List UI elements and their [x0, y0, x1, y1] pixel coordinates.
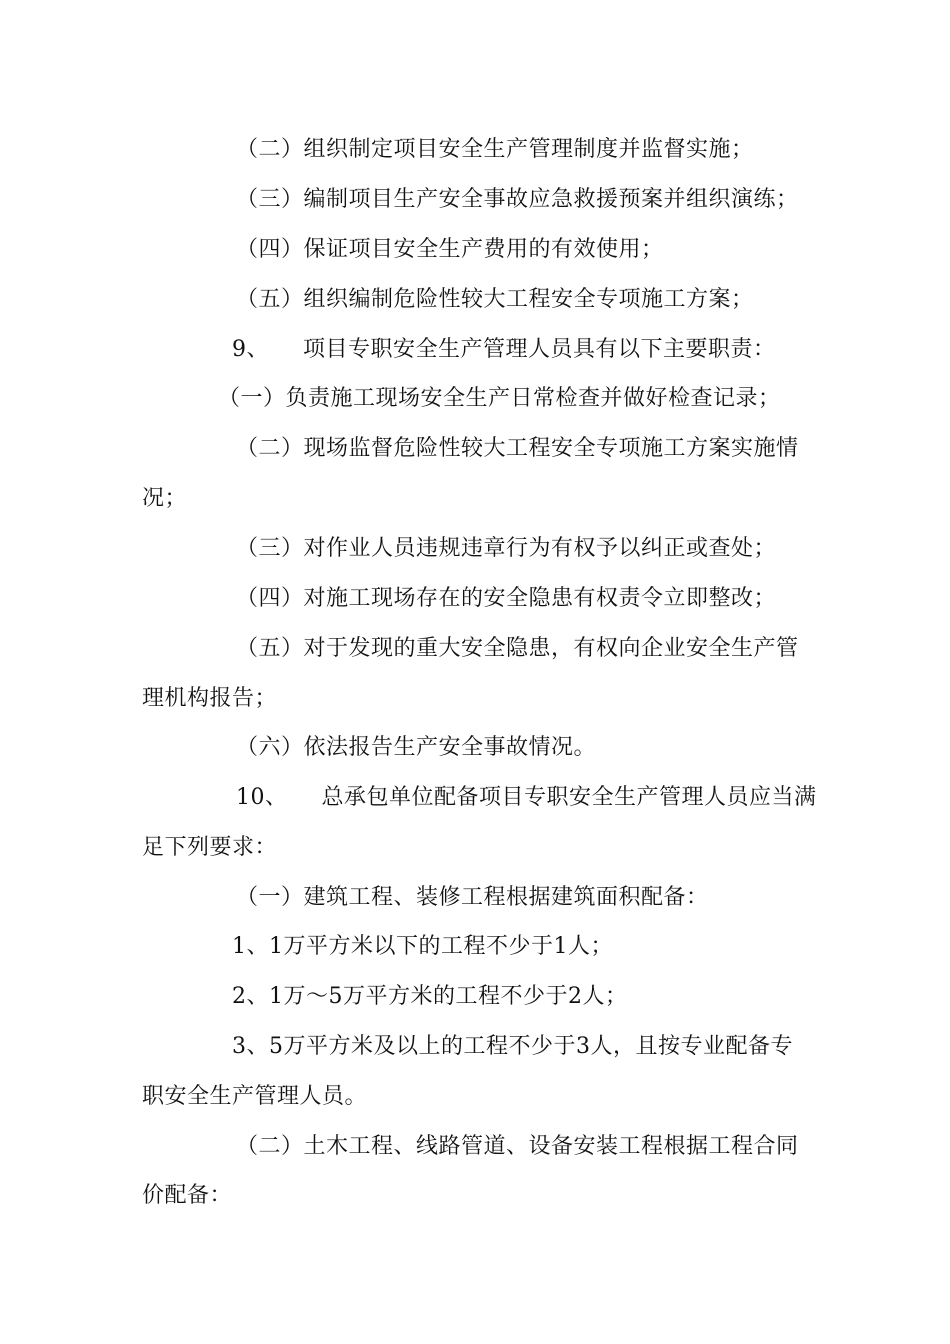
paragraph-line: （二）组织制定项目安全生产管理制度并监督实施； — [236, 137, 754, 162]
paragraph-line: （三）对作业人员违规违章行为有权予以纠正或查处； — [236, 536, 777, 561]
paragraph-line: （三）编制项目生产安全事故应急救援预案并组织演练； — [236, 187, 799, 212]
paragraph-continuation: 理机构报告； — [142, 686, 278, 711]
list-item: 3、5万平方米及以上的工程不少于3人，且按专业配备专 — [232, 1034, 793, 1059]
paragraph-line: （一）负责施工现场安全生产日常检查并做好检查记录； — [218, 386, 781, 411]
paragraph-line: （五）组织编制危险性较大工程安全专项施工方案； — [236, 287, 754, 312]
paragraph-line: （二）土木工程、线路管道、设备安装工程根据工程合同 — [236, 1134, 799, 1159]
numbered-heading-10 — [236, 783, 817, 813]
item-number: 9、 — [232, 337, 269, 362]
list-item: 1、1万平方米以下的工程不少于1人； — [232, 934, 613, 959]
paragraph-continuation: 职安全生产管理人员。 — [142, 1084, 368, 1109]
list-item: 2、1万～5万平方米的工程不少于2人； — [232, 984, 628, 1009]
paragraph-line: （四）保证项目安全生产费用的有效使用； — [236, 237, 664, 262]
paragraph-line: （二）现场监督危险性较大工程安全专项施工方案实施情 — [236, 436, 799, 461]
paragraph-line: （四）对施工现场存在的安全隐患有权责令立即整改； — [236, 586, 777, 611]
item-number: 10、 — [236, 785, 288, 810]
heading-text: 项目专职安全生产管理人员具有以下主要职责： — [303, 337, 776, 362]
numbered-heading-9 — [232, 335, 776, 365]
paragraph-continuation: 价配备： — [142, 1183, 233, 1208]
paragraph-line: （一）建筑工程、装修工程根据建筑面积配备： — [236, 885, 709, 910]
paragraph-continuation: 况； — [142, 486, 188, 511]
heading-text: 总承包单位配备项目专职安全生产管理人员应当满 — [321, 785, 817, 810]
paragraph-line: （五）对于发现的重大安全隐患，有权向企业安全生产管 — [236, 636, 799, 661]
paragraph-line: （六）依法报告生产安全事故情况。 — [236, 735, 597, 760]
paragraph-continuation: 足下列要求： — [142, 835, 278, 860]
